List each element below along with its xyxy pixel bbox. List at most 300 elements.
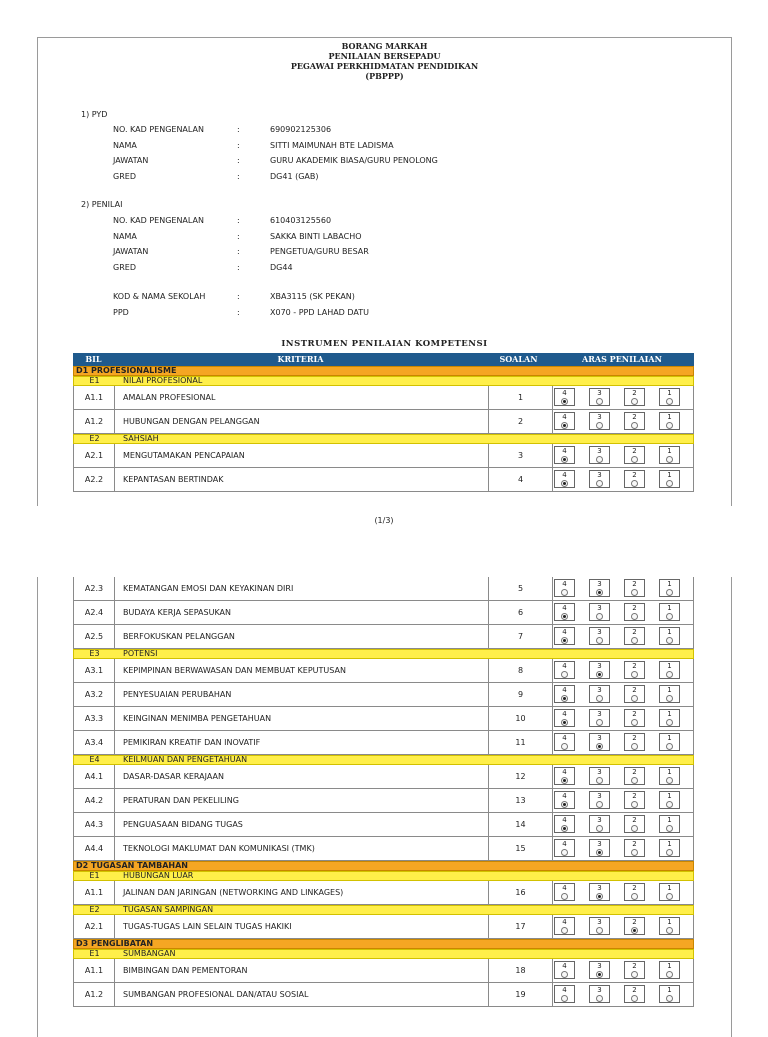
form-title (38, 41, 731, 81)
rating-cell (589, 839, 610, 857)
rating-cell (659, 767, 680, 785)
table-row (73, 707, 694, 731)
rating-radio[interactable] (596, 671, 603, 678)
row-criteria: KEINGINAN MENIMBA PENGETAHUAN (123, 714, 272, 723)
info-row (113, 247, 613, 257)
rating-radio[interactable] (561, 422, 568, 429)
rating-radio[interactable] (631, 777, 638, 784)
info-row (113, 141, 613, 151)
rating-cell (554, 815, 575, 833)
page-number: (1/3) (374, 516, 394, 525)
rating-cell (554, 446, 575, 464)
info-label: JAWATAN (113, 156, 149, 165)
rating-radio[interactable] (596, 589, 603, 596)
element-label: KEILMUAN DAN PENGETAHUAN (123, 755, 248, 764)
row-code: A4.1 (74, 765, 115, 788)
rating-radio[interactable] (561, 777, 568, 784)
info-label: KOD & NAMA SEKOLAH (113, 292, 206, 301)
rating-cell (659, 685, 680, 703)
rating-cell (589, 627, 610, 645)
rating-radio[interactable] (596, 849, 603, 856)
row-question-number: 4 (488, 468, 553, 491)
rating-cell (554, 839, 575, 857)
rating-radio[interactable] (631, 637, 638, 644)
rating-cell (589, 917, 610, 935)
rating-radio[interactable] (631, 422, 638, 429)
info-colon: : (237, 216, 240, 225)
title-line: PENILAIAN BERSEPADU (328, 51, 441, 61)
table-row (73, 683, 694, 707)
rating-cell (659, 627, 680, 645)
row-code: A4.4 (74, 837, 115, 860)
rating-radio[interactable] (666, 637, 673, 644)
rating-level-label: 3 (597, 580, 602, 588)
table-row (73, 813, 694, 837)
rating-level-label: 2 (632, 389, 637, 397)
rating-radio[interactable] (631, 801, 638, 808)
rating-cell (554, 661, 575, 679)
row-code: A1.1 (74, 881, 115, 904)
form-page-2 (37, 577, 732, 1037)
rating-cell (554, 985, 575, 1003)
dimension-row: D3 PENGLIBATAN (73, 939, 694, 949)
rating-radio[interactable] (666, 398, 673, 405)
row-code: A3.1 (74, 659, 115, 682)
element-row (73, 905, 694, 915)
info-row (113, 216, 613, 226)
info-value: GURU AKADEMIK BIASA/GURU PENOLONG (270, 156, 438, 165)
rating-cell (554, 627, 575, 645)
rating-radio[interactable] (631, 456, 638, 463)
rating-radio[interactable] (596, 995, 603, 1002)
rating-radio[interactable] (666, 695, 673, 702)
rating-level-label: 2 (632, 580, 637, 588)
rating-level-label: 3 (597, 816, 602, 824)
rating-radio[interactable] (561, 695, 568, 702)
rating-radio[interactable] (666, 671, 673, 678)
rating-radio[interactable] (666, 589, 673, 596)
row-code: A2.3 (74, 577, 115, 600)
rating-level-label: 3 (597, 628, 602, 636)
rating-radio[interactable] (666, 801, 673, 808)
rating-radio[interactable] (596, 893, 603, 900)
row-code: A2.5 (74, 625, 115, 648)
rating-cell (659, 603, 680, 621)
info-value: 690902125306 (270, 125, 332, 134)
rating-radio[interactable] (631, 671, 638, 678)
info-value: PENGETUA/GURU BESAR (270, 247, 369, 256)
rating-radio[interactable] (561, 637, 568, 644)
header-soalan: SOALAN (499, 354, 538, 364)
rating-cell (624, 815, 645, 833)
rating-radio[interactable] (561, 893, 568, 900)
info-colon: : (237, 231, 240, 241)
rating-level-label: 1 (667, 962, 672, 970)
rating-cell (624, 470, 645, 488)
info-row (113, 308, 613, 318)
row-criteria: TEKNOLOGI MAKLUMAT DAN KOMUNIKASI (TMK) (123, 844, 315, 853)
info-label: GRED (113, 171, 136, 181)
element-code: E1 (89, 376, 100, 385)
rating-radio[interactable] (561, 456, 568, 463)
rating-level-label: 3 (597, 840, 602, 848)
rating-level-label: 4 (562, 986, 567, 994)
rating-radio[interactable] (666, 613, 673, 620)
rating-cell (624, 961, 645, 979)
element-row (73, 949, 694, 959)
rating-radio[interactable] (666, 719, 673, 726)
table-row (73, 765, 694, 789)
rating-radio[interactable] (631, 849, 638, 856)
rating-radio[interactable] (666, 893, 673, 900)
row-question-number: 13 (488, 789, 553, 812)
rating-level-label: 3 (597, 884, 602, 892)
element-row (73, 871, 694, 881)
rating-cell (589, 985, 610, 1003)
rating-radio[interactable] (631, 695, 638, 702)
rating-radio[interactable] (561, 398, 568, 405)
info-label: NAMA (113, 140, 137, 150)
row-criteria: PEMIKIRAN KREATIF DAN INOVATIF (123, 738, 261, 747)
element-code: E1 (89, 871, 100, 880)
rating-level-label: 4 (562, 792, 567, 800)
row-question-number: 11 (488, 731, 553, 754)
table-row (73, 983, 694, 1007)
row-criteria: SUMBANGAN PROFESIONAL DAN/ATAU SOSIAL (123, 990, 309, 999)
rating-level-label: 3 (597, 768, 602, 776)
rating-level-label: 3 (597, 918, 602, 926)
rating-radio[interactable] (631, 971, 638, 978)
rating-cell (624, 579, 645, 597)
element-row (73, 434, 694, 444)
rating-radio[interactable] (596, 456, 603, 463)
row-code: A2.2 (74, 468, 115, 491)
element-label: HUBUNGAN LUAR (123, 871, 194, 880)
rating-radio[interactable] (561, 671, 568, 678)
row-code: A2.4 (74, 601, 115, 624)
header-kriteria: KRITERIA (277, 354, 324, 364)
element-code: E1 (89, 949, 100, 958)
rating-radio[interactable] (596, 971, 603, 978)
rating-radio[interactable] (561, 927, 568, 934)
rating-radio[interactable] (561, 995, 568, 1002)
row-code: A1.1 (74, 959, 115, 982)
rating-radio[interactable] (666, 995, 673, 1002)
rating-level-label: 4 (562, 768, 567, 776)
element-row (73, 376, 694, 386)
table-row (73, 915, 694, 939)
rating-radio[interactable] (631, 893, 638, 900)
rating-radio[interactable] (631, 927, 638, 934)
rating-level-label: 4 (562, 413, 567, 421)
info-label: NAMA (113, 231, 137, 241)
rating-cell (554, 579, 575, 597)
element-label: TUGASAN SAMPINGAN (123, 905, 214, 914)
row-question-number: 5 (488, 577, 553, 600)
rating-cell (554, 412, 575, 430)
info-row (113, 292, 613, 302)
table-row (73, 386, 694, 410)
rating-radio[interactable] (561, 971, 568, 978)
rating-radio[interactable] (631, 398, 638, 405)
rating-radio[interactable] (596, 719, 603, 726)
rating-radio[interactable] (631, 995, 638, 1002)
rating-cell (589, 470, 610, 488)
rating-level-label: 4 (562, 662, 567, 670)
row-criteria: PENGUASAAN BIDANG TUGAS (123, 820, 243, 829)
element-code: E2 (89, 434, 100, 443)
rating-cell (589, 661, 610, 679)
rating-cell (589, 709, 610, 727)
rating-radio[interactable] (631, 613, 638, 620)
title-line: PEGAWAI PERKHIDMATAN PENDIDIKAN (290, 61, 479, 71)
rating-radio[interactable] (596, 801, 603, 808)
rating-cell (659, 815, 680, 833)
penilai-heading: 2) PENILAI (81, 200, 123, 209)
rating-cell (659, 985, 680, 1003)
table-row (73, 601, 694, 625)
row-code: A1.2 (74, 410, 115, 433)
element-code: E3 (89, 649, 100, 658)
rating-radio[interactable] (631, 825, 638, 832)
row-question-number: 12 (488, 765, 553, 788)
rating-level-label: 4 (562, 884, 567, 892)
rating-cell (589, 603, 610, 621)
rating-radio[interactable] (596, 927, 603, 934)
rating-radio[interactable] (666, 849, 673, 856)
info-row (113, 232, 613, 242)
rating-radio[interactable] (631, 719, 638, 726)
element-code: E4 (89, 755, 100, 764)
rating-cell (589, 815, 610, 833)
rating-radio[interactable] (596, 480, 603, 487)
rating-radio[interactable] (666, 422, 673, 429)
rating-level-label: 1 (667, 447, 672, 455)
row-question-number: 16 (488, 881, 553, 904)
row-code: A3.3 (74, 707, 115, 730)
rating-cell (624, 709, 645, 727)
instrument-title: INSTRUMEN PENILAIAN KOMPETENSI (281, 339, 488, 349)
element-label: NILAI PROFESIONAL (123, 376, 203, 385)
header-bil: BIL (85, 354, 102, 364)
rating-level-label: 1 (667, 816, 672, 824)
row-criteria: KEPIMPINAN BERWAWASAN DAN MEMBUAT KEPUTUSAN (123, 666, 346, 675)
rating-radio[interactable] (561, 480, 568, 487)
pyd-heading: 1) PYD (81, 110, 108, 119)
table-row (73, 444, 694, 468)
rating-cell (589, 883, 610, 901)
rating-cell (624, 685, 645, 703)
row-question-number: 19 (488, 983, 553, 1006)
rating-level-label: 2 (632, 962, 637, 970)
rating-cell (554, 883, 575, 901)
rating-level-label: 1 (667, 734, 672, 742)
rating-level-label: 1 (667, 686, 672, 694)
rating-radio[interactable] (561, 825, 568, 832)
info-colon: : (237, 307, 240, 317)
rating-level-label: 2 (632, 918, 637, 926)
rating-cell (589, 733, 610, 751)
row-question-number: 18 (488, 959, 553, 982)
rating-radio[interactable] (561, 589, 568, 596)
rating-level-label: 3 (597, 389, 602, 397)
rating-radio[interactable] (561, 613, 568, 620)
row-question-number: 10 (488, 707, 553, 730)
rating-cell (624, 388, 645, 406)
row-question-number: 7 (488, 625, 553, 648)
rating-radio[interactable] (666, 480, 673, 487)
info-row (113, 172, 613, 182)
element-row (73, 649, 694, 659)
info-row (113, 263, 613, 273)
rating-radio[interactable] (666, 971, 673, 978)
rating-level-label: 4 (562, 580, 567, 588)
table-row (73, 959, 694, 983)
rating-radio[interactable] (561, 849, 568, 856)
rating-level-label: 1 (667, 471, 672, 479)
rating-radio[interactable] (596, 422, 603, 429)
table-row (73, 789, 694, 813)
rating-radio[interactable] (631, 589, 638, 596)
row-criteria: HUBUNGAN DENGAN PELANGGAN (123, 417, 260, 426)
rating-cell (554, 685, 575, 703)
rating-level-label: 2 (632, 447, 637, 455)
row-question-number: 8 (488, 659, 553, 682)
rating-cell (659, 961, 680, 979)
header-aras: ARAS PENILAIAN (582, 354, 662, 364)
rating-radio[interactable] (596, 743, 603, 750)
rating-cell (624, 603, 645, 621)
info-label: NO. KAD PENGENALAN (113, 125, 204, 134)
rating-level-label: 1 (667, 628, 672, 636)
rating-cell (554, 388, 575, 406)
rating-level-label: 4 (562, 918, 567, 926)
rating-radio[interactable] (666, 825, 673, 832)
row-code: A4.3 (74, 813, 115, 836)
rating-level-label: 1 (667, 986, 672, 994)
rating-level-label: 3 (597, 710, 602, 718)
info-label: NO. KAD PENGENALAN (113, 216, 204, 225)
rating-cell (554, 791, 575, 809)
rating-radio[interactable] (666, 777, 673, 784)
rating-radio[interactable] (666, 456, 673, 463)
rating-cell (554, 767, 575, 785)
row-code: A1.2 (74, 983, 115, 1006)
rating-level-label: 2 (632, 413, 637, 421)
rating-level-label: 2 (632, 734, 637, 742)
element-label: SUMBANGAN (123, 949, 176, 958)
rating-level-label: 2 (632, 628, 637, 636)
rating-cell (624, 446, 645, 464)
info-value: SAKKA BINTI LABACHO (270, 231, 362, 241)
rating-level-label: 4 (562, 628, 567, 636)
rating-radio[interactable] (596, 613, 603, 620)
rating-level-label: 4 (562, 710, 567, 718)
rating-level-label: 4 (562, 840, 567, 848)
rating-radio[interactable] (666, 927, 673, 934)
form-page-1 (37, 37, 732, 506)
row-code: A2.1 (74, 444, 115, 467)
row-question-number: 9 (488, 683, 553, 706)
rating-radio[interactable] (631, 743, 638, 750)
info-colon: : (237, 262, 240, 272)
rating-radio[interactable] (596, 695, 603, 702)
row-criteria: TUGAS-TUGAS LAIN SELAIN TUGAS HAKIKI (123, 922, 292, 931)
rating-radio[interactable] (561, 801, 568, 808)
rating-cell (589, 388, 610, 406)
row-criteria: BERFOKUSKAN PELANGGAN (123, 632, 235, 641)
table-row (73, 731, 694, 755)
rating-cell (659, 412, 680, 430)
rating-level-label: 4 (562, 604, 567, 612)
row-criteria: DASAR-DASAR KERAJAAN (123, 772, 224, 781)
info-value: DG44 (270, 262, 293, 272)
row-criteria: MENGUTAMAKAN PENCAPAIAN (123, 451, 245, 460)
rating-radio[interactable] (631, 480, 638, 487)
row-criteria: PENYESUAIAN PERUBAHAN (123, 690, 232, 699)
row-question-number: 1 (488, 386, 553, 409)
rating-level-label: 1 (667, 768, 672, 776)
rating-level-label: 3 (597, 686, 602, 694)
rating-radio[interactable] (561, 743, 568, 750)
rating-cell (659, 661, 680, 679)
row-question-number: 15 (488, 837, 553, 860)
rating-level-label: 3 (597, 662, 602, 670)
rating-cell (554, 603, 575, 621)
rating-level-label: 4 (562, 962, 567, 970)
rating-level-label: 1 (667, 710, 672, 718)
rating-cell (554, 709, 575, 727)
rating-radio[interactable] (561, 719, 568, 726)
row-criteria: AMALAN PROFESIONAL (123, 393, 216, 402)
info-colon: : (237, 125, 240, 134)
rating-level-label: 1 (667, 413, 672, 421)
rating-radio[interactable] (596, 637, 603, 644)
rating-cell (659, 470, 680, 488)
rating-level-label: 2 (632, 662, 637, 670)
info-colon: : (237, 247, 240, 256)
table-header (73, 353, 694, 366)
rating-cell (624, 627, 645, 645)
rating-cell (624, 883, 645, 901)
rating-level-label: 3 (597, 734, 602, 742)
row-code: A3.4 (74, 731, 115, 754)
info-value: X070 - PPD LAHAD DATU (270, 307, 369, 317)
element-code: E2 (89, 905, 100, 914)
rating-cell (624, 767, 645, 785)
row-criteria: PERATURAN DAN PEKELILING (123, 796, 239, 805)
rating-cell (659, 839, 680, 857)
info-label: JAWATAN (113, 247, 149, 256)
rating-level-label: 1 (667, 884, 672, 892)
rating-level-label: 2 (632, 471, 637, 479)
rating-level-label: 2 (632, 816, 637, 824)
rating-level-label: 3 (597, 413, 602, 421)
rating-cell (554, 961, 575, 979)
rating-cell (589, 767, 610, 785)
rating-cell (624, 661, 645, 679)
table-row (73, 468, 694, 492)
title-line: (PBPPP) (365, 71, 404, 81)
rating-cell (554, 917, 575, 935)
rating-radio[interactable] (596, 825, 603, 832)
rating-radio[interactable] (596, 398, 603, 405)
rating-level-label: 2 (632, 604, 637, 612)
rating-radio[interactable] (666, 743, 673, 750)
rating-radio[interactable] (596, 777, 603, 784)
rating-level-label: 2 (632, 840, 637, 848)
rating-cell (624, 791, 645, 809)
